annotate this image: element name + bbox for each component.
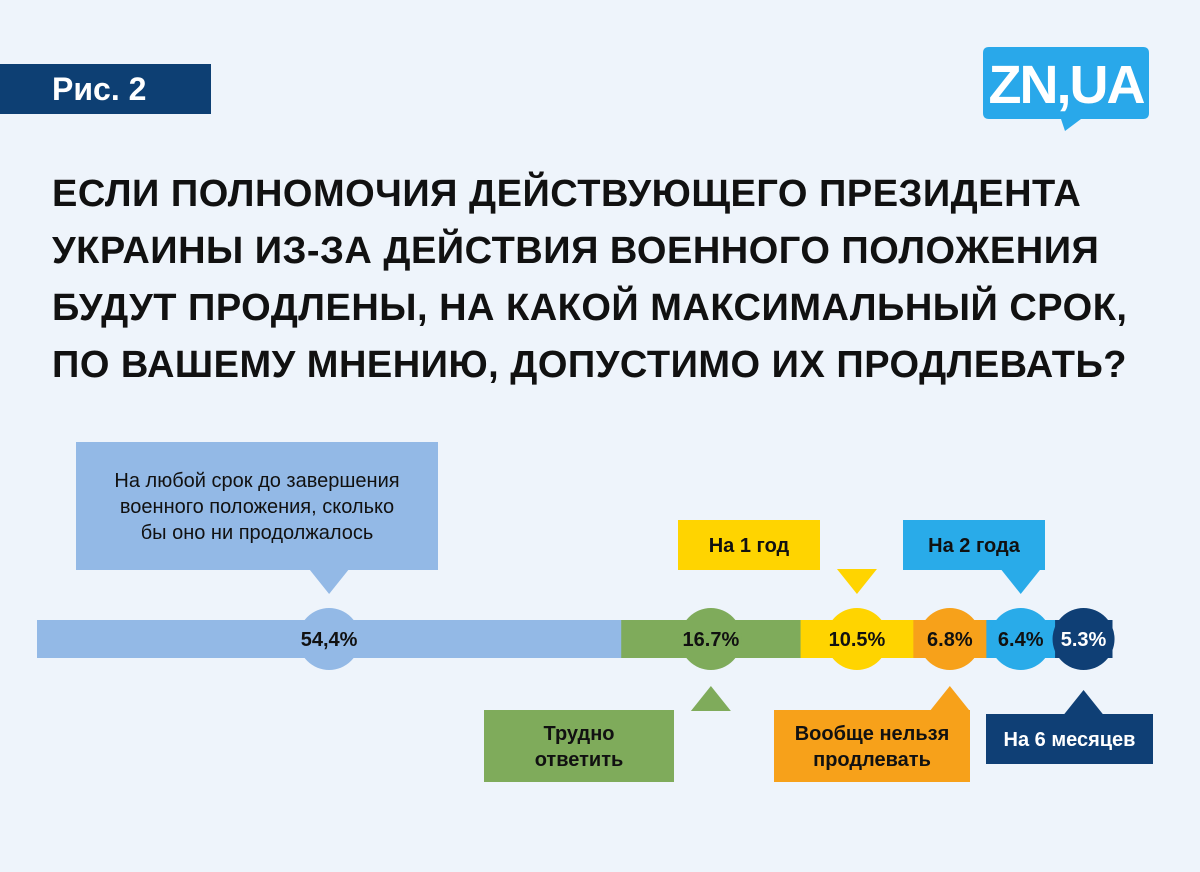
callout-box: [484, 710, 674, 782]
category-label: Вообще нельзя продлевать: [794, 723, 950, 771]
callout-pointer: [1001, 569, 1041, 594]
callout-pointer: [691, 686, 731, 711]
callout-pointer: [309, 569, 349, 594]
data-label: 54,4%: [300, 629, 358, 651]
category-label: На 1 год: [708, 535, 790, 557]
category-label: Трудно ответить: [534, 723, 624, 771]
figure-label: Рис. 2: [0, 64, 211, 114]
data-label: 16.7%: [682, 629, 740, 651]
data-label: 6.4%: [997, 629, 1044, 651]
data-label: 10.5%: [828, 629, 886, 651]
category-label: На 6 месяцев: [1003, 729, 1136, 751]
data-label: 6.8%: [927, 629, 973, 651]
data-label: 5.3%: [1060, 629, 1107, 651]
chart-title: ЕСЛИ ПОЛНОМОЧИЯ ДЕЙСТВУЮЩЕГО ПРЕЗИДЕНТА УКРАИНЫ ИЗ-ЗА ДЕЙСТВИЯ ВОЕННОГО ПОЛОЖЕНИЯ БУДУТ ПРОДЛЕНЫ, НА КАКОЙ МАКСИМАЛЬНЫЙ СРОК, ПО ВАШЕМУ МНЕНИЮ, ДОПУСТИМО ИХ ПРОДЛЕВАТЬ?: [52, 173, 1128, 386]
logo: [983, 47, 1153, 133]
category-label: На любой срок до завершения военного положения, сколько бы оно ни продолжалось: [114, 470, 400, 544]
chart-area: [0, 430, 1200, 790]
callout-box: [774, 710, 970, 782]
callout-pointer: [930, 686, 970, 711]
category-label: На 2 года: [928, 535, 1020, 557]
logo-text: ZN,UA: [988, 55, 1144, 115]
callout-pointer: [837, 569, 877, 594]
callout-pointer: [1064, 690, 1104, 715]
